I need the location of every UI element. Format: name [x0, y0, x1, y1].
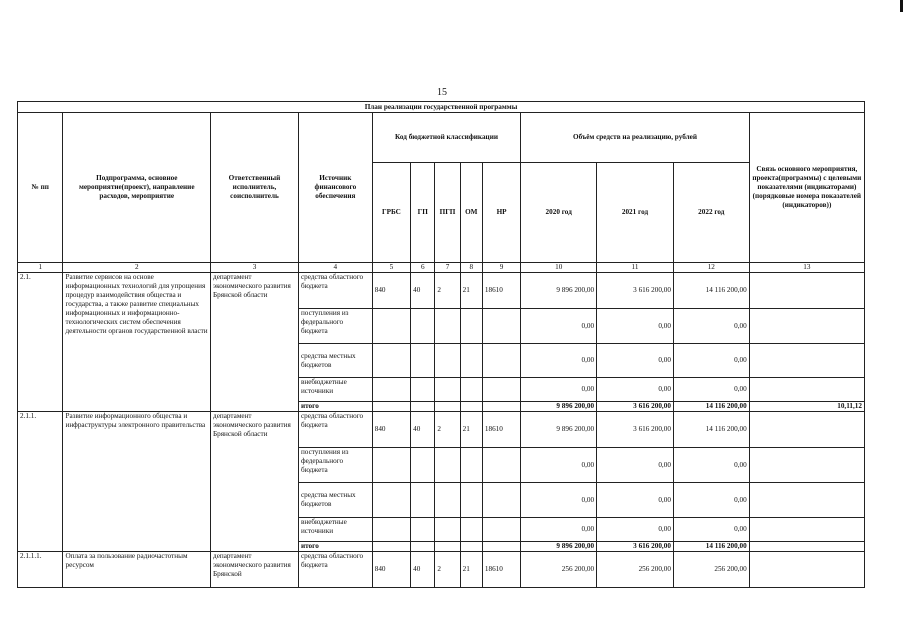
- col-number: 5: [372, 263, 410, 273]
- table-title: План реализации государственной программы: [18, 102, 865, 113]
- page-number: 15: [437, 87, 447, 98]
- row-responsible: департамент экономического развития Брянской: [211, 552, 299, 588]
- header-volume: Объём средств на реализацию, рублей: [521, 113, 749, 163]
- value-2020: 0,00: [521, 344, 597, 378]
- value-2021: 256 200,00: [597, 552, 674, 588]
- cell-grbs: 840: [372, 412, 410, 448]
- cell-np: 18610: [482, 273, 520, 309]
- value-2021: 0,00: [597, 518, 674, 542]
- total-2021: 3 616 200,00: [597, 402, 674, 412]
- col-number: 3: [211, 263, 299, 273]
- col-number: 2: [63, 263, 211, 273]
- cell-om: 21: [460, 552, 482, 588]
- column-numbers-row: [18, 263, 865, 273]
- header-np: НР: [482, 163, 520, 263]
- cell-grbs: 840: [372, 552, 410, 588]
- value-2020: 0,00: [521, 518, 597, 542]
- header-grbs: ГРБС: [372, 163, 410, 263]
- value-2020: 9 896 200,00: [521, 412, 597, 448]
- cell-pgp: 2: [435, 552, 460, 588]
- source-regional: средства областного бюджета: [298, 552, 372, 588]
- value-2021: 0,00: [597, 309, 674, 344]
- header-program: Подпрограмма, основное мероприятие(проект), направление расходов, мероприятие: [63, 113, 211, 263]
- table-row: [18, 273, 865, 309]
- header-gp: ГП: [411, 163, 435, 263]
- header-pgp: ПГП: [435, 163, 460, 263]
- value-2022: 0,00: [673, 344, 749, 378]
- col-number: 7: [435, 263, 460, 273]
- source-extra: внебюджетные источники: [298, 518, 372, 542]
- header-2020: 2020 год: [521, 163, 597, 263]
- value-2022: 14 116 200,00: [673, 273, 749, 309]
- source-local: средства местных бюджетов: [298, 344, 372, 378]
- total-2022: 14 116 200,00: [673, 542, 749, 552]
- header-link: Связь основного мероприятия, проекта(программы) с целевыми показателями (индикаторами) (порядковые номера показателей (индикаторов)): [749, 113, 864, 263]
- row-name: Развитие информационного общества и инфраструктуры электронного правительства: [63, 412, 211, 552]
- source-total: итого: [298, 542, 372, 552]
- cell-link: 10,11,12: [749, 402, 864, 412]
- value-2022: 0,00: [673, 309, 749, 344]
- header-num: № пп: [18, 113, 63, 263]
- header-responsible: Ответственный исполнитель, соисполнитель: [211, 113, 299, 263]
- table-row: [18, 412, 865, 448]
- source-total: итого: [298, 402, 372, 412]
- row-name: Развитие сервисов на основе информационных технологий для упрощения процедур взаимодействия общества и государства, а также развитие специальных информационных и информационно-технологических систем обеспечения деятельности органов государственной власти: [63, 273, 211, 412]
- col-number: 9: [482, 263, 520, 273]
- cell-pgp: 2: [435, 412, 460, 448]
- cell-om: 21: [460, 412, 482, 448]
- cell-link: [749, 273, 864, 309]
- value-2020: 0,00: [521, 483, 597, 518]
- header-budget-code: Код бюджетной классификации: [372, 113, 521, 163]
- total-2020: 9 896 200,00: [521, 542, 597, 552]
- source-federal: поступления из федерального бюджета: [298, 309, 372, 344]
- header-om: ОМ: [460, 163, 482, 263]
- source-extra: внебюджетные источники: [298, 378, 372, 402]
- value-2021: 0,00: [597, 448, 674, 483]
- value-2022: 0,00: [673, 378, 749, 402]
- value-2020: 0,00: [521, 309, 597, 344]
- col-number: 11: [597, 263, 674, 273]
- table-row: [18, 552, 865, 588]
- source-regional: средства областного бюджета: [298, 273, 372, 309]
- cell-grbs: 840: [372, 273, 410, 309]
- value-2022: 0,00: [673, 483, 749, 518]
- row-responsible: департамент экономического развития Брянской области: [211, 412, 299, 552]
- col-number: 1: [18, 263, 63, 273]
- value-2021: 3 616 200,00: [597, 412, 674, 448]
- value-2021: 0,00: [597, 483, 674, 518]
- col-number: 12: [673, 263, 749, 273]
- value-2021: 0,00: [597, 378, 674, 402]
- row-responsible: департамент экономического развития Брянской области: [211, 273, 299, 412]
- cell-np: 18610: [482, 412, 520, 448]
- cell-om: 21: [460, 273, 482, 309]
- source-federal: поступления из федерального бюджета: [298, 448, 372, 483]
- row-num: 2.1.1.: [18, 412, 63, 552]
- value-2021: 0,00: [597, 344, 674, 378]
- value-2022: 0,00: [673, 518, 749, 542]
- cell-gp: 40: [411, 412, 435, 448]
- row-name: Оплата за пользование радиочастотным ресурсом: [63, 552, 211, 588]
- header-2021: 2021 год: [597, 163, 674, 263]
- col-number: 8: [460, 263, 482, 273]
- value-2021: 3 616 200,00: [597, 273, 674, 309]
- value-2020: 0,00: [521, 448, 597, 483]
- header-2022: 2022 год: [673, 163, 749, 263]
- total-2022: 14 116 200,00: [673, 402, 749, 412]
- value-2022: 256 200,00: [673, 552, 749, 588]
- col-number: 4: [298, 263, 372, 273]
- value-2020: 0,00: [521, 378, 597, 402]
- cell-pgp: 2: [435, 273, 460, 309]
- cell-gp: 40: [411, 273, 435, 309]
- cell-np: 18610: [482, 552, 520, 588]
- value-2022: 0,00: [673, 448, 749, 483]
- scan-edge-mark: [900, 0, 903, 12]
- source-regional: средства областного бюджета: [298, 412, 372, 448]
- total-2020: 9 896 200,00: [521, 402, 597, 412]
- row-num: 2.1.: [18, 273, 63, 412]
- total-2021: 3 616 200,00: [597, 542, 674, 552]
- program-plan-table: [17, 101, 865, 588]
- col-number: 10: [521, 263, 597, 273]
- value-2020: 9 896 200,00: [521, 273, 597, 309]
- row-num: 2.1.1.1.: [18, 552, 63, 588]
- source-local: средства местных бюджетов: [298, 483, 372, 518]
- col-number: 6: [411, 263, 435, 273]
- value-2020: 256 200,00: [521, 552, 597, 588]
- col-number: 13: [749, 263, 864, 273]
- cell-gp: 40: [411, 552, 435, 588]
- header-source: Источник финансового обеспечения: [298, 113, 372, 263]
- value-2022: 14 116 200,00: [673, 412, 749, 448]
